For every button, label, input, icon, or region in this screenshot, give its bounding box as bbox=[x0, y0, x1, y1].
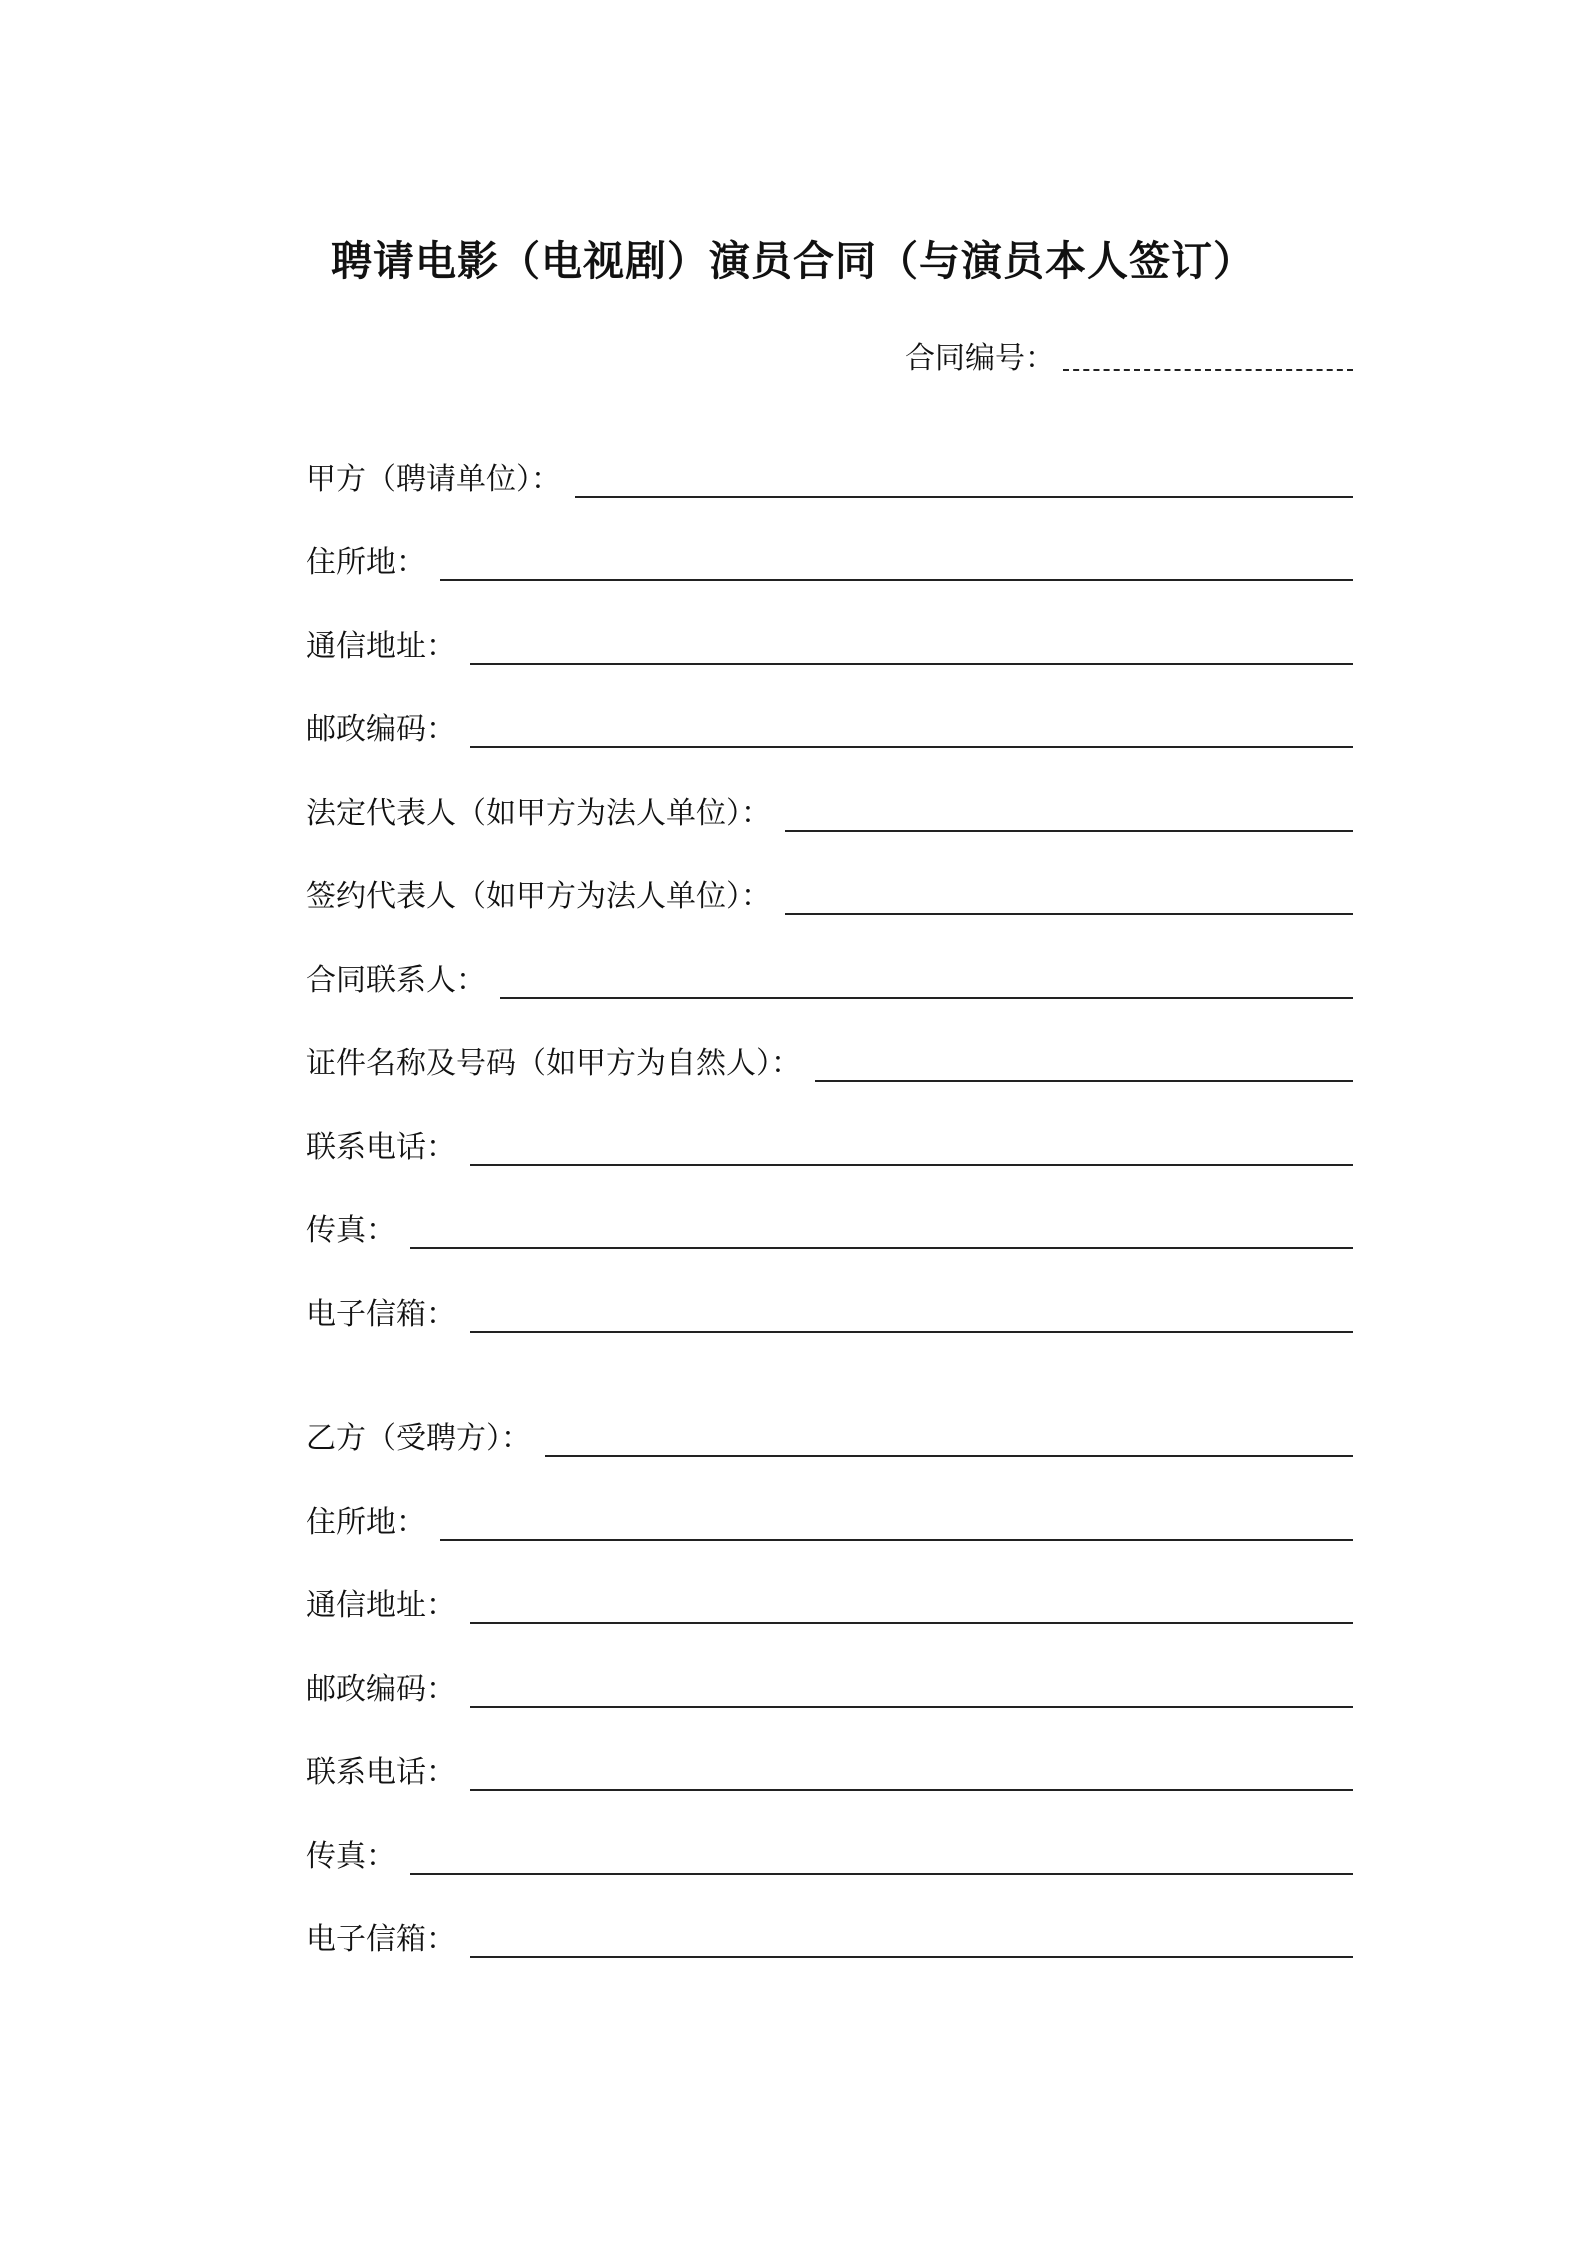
party-a-phone-label: 联系电话： bbox=[306, 1130, 456, 1165]
party-a-address-label: 通信地址： bbox=[306, 629, 456, 664]
party-a-fax-label: 传真： bbox=[306, 1213, 396, 1248]
party-b-phone-label: 联系电话： bbox=[306, 1755, 456, 1790]
party-a-signing-rep-label: 签约代表人（如甲方为法人单位）： bbox=[306, 879, 771, 914]
party-b-domicile-blank[interactable] bbox=[440, 1509, 1353, 1541]
party-a-email-blank[interactable] bbox=[470, 1301, 1353, 1333]
party-b-address-row bbox=[306, 1578, 1353, 1626]
party-b-fax-blank[interactable] bbox=[410, 1843, 1353, 1875]
party-a-fax-row bbox=[306, 1203, 1353, 1251]
party-b-email-blank[interactable] bbox=[470, 1926, 1353, 1958]
party-b-phone-blank[interactable] bbox=[470, 1759, 1353, 1791]
party-a-email-row bbox=[306, 1287, 1353, 1335]
contract-number-blank[interactable] bbox=[1063, 345, 1353, 371]
party-a-postcode-label: 邮政编码： bbox=[306, 712, 456, 747]
party-a-signing-rep-blank[interactable] bbox=[785, 883, 1353, 915]
contract-number-label: 合同编号： bbox=[905, 341, 1055, 376]
party-a-contact-row bbox=[306, 953, 1353, 1001]
party-a-postcode-blank[interactable] bbox=[470, 716, 1353, 748]
party-a-phone-blank[interactable] bbox=[470, 1134, 1353, 1166]
party-a-domicile-row bbox=[306, 535, 1353, 583]
party-a-email-label: 电子信箱： bbox=[306, 1297, 456, 1332]
party-b-phone-row bbox=[306, 1745, 1353, 1793]
party-a-id-row bbox=[306, 1036, 1353, 1084]
party-a-legal-rep-label: 法定代表人（如甲方为法人单位）： bbox=[306, 796, 771, 831]
party-a-signing-rep-row bbox=[306, 869, 1353, 917]
party-b-fax-label: 传真： bbox=[306, 1839, 396, 1874]
party-b-email-row bbox=[306, 1912, 1353, 1960]
party-a-address-blank[interactable] bbox=[470, 633, 1353, 665]
party-b-address-blank[interactable] bbox=[470, 1592, 1353, 1624]
party-a-name-row bbox=[306, 452, 1353, 500]
party-b-name-blank[interactable] bbox=[545, 1425, 1353, 1457]
party-a-id-label: 证件名称及号码（如甲方为自然人）： bbox=[306, 1046, 801, 1081]
party-b-postcode-row bbox=[306, 1662, 1353, 1710]
party-a-name-blank[interactable] bbox=[575, 466, 1353, 498]
party-b-name-row bbox=[306, 1411, 1353, 1459]
party-a-fax-blank[interactable] bbox=[410, 1217, 1353, 1249]
contract-number-row bbox=[905, 333, 1353, 377]
party-b-domicile-row bbox=[306, 1495, 1353, 1543]
party-b-email-label: 电子信箱： bbox=[306, 1922, 456, 1957]
document-title: 聘请电影（电视剧）演员合同（与演员本人签订） bbox=[331, 237, 1255, 285]
party-a-legal-rep-blank[interactable] bbox=[785, 800, 1353, 832]
party-a-name-label: 甲方（聘请单位）： bbox=[306, 462, 561, 497]
party-b-domicile-label: 住所地： bbox=[306, 1505, 426, 1540]
party-a-domicile-blank[interactable] bbox=[440, 549, 1353, 581]
party-b-name-label: 乙方（受聘方）： bbox=[306, 1421, 531, 1456]
party-a-contact-label: 合同联系人： bbox=[306, 963, 486, 998]
party-b-fax-row bbox=[306, 1829, 1353, 1877]
party-b-address-label: 通信地址： bbox=[306, 1588, 456, 1623]
party-a-legal-rep-row bbox=[306, 786, 1353, 834]
party-a-contact-blank[interactable] bbox=[500, 967, 1353, 999]
party-a-phone-row bbox=[306, 1120, 1353, 1168]
party-a-address-row bbox=[306, 619, 1353, 667]
party-b-postcode-blank[interactable] bbox=[470, 1676, 1353, 1708]
party-a-postcode-row bbox=[306, 702, 1353, 750]
party-a-domicile-label: 住所地： bbox=[306, 545, 426, 580]
party-b-postcode-label: 邮政编码： bbox=[306, 1672, 456, 1707]
party-a-id-blank[interactable] bbox=[815, 1050, 1353, 1082]
